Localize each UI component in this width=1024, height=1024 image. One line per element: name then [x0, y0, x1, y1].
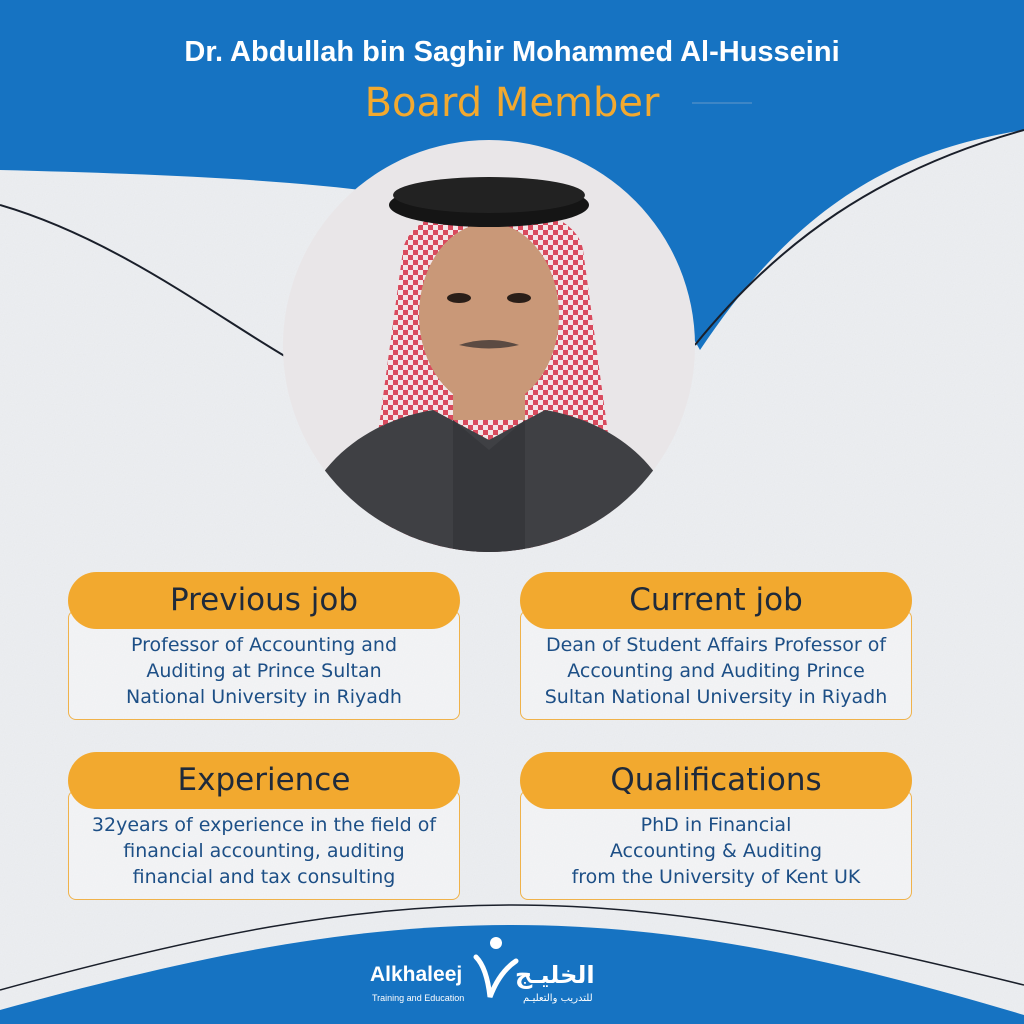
card-title: Previous job: [68, 572, 460, 629]
card-line: Auditing at Prince Sultan: [146, 660, 382, 682]
portrait-photo: [283, 140, 695, 552]
card-line: Accounting and Auditing Prince: [567, 660, 865, 682]
card-line: Dean of Student Affairs Professor of: [545, 634, 887, 656]
card-line: PhD in Financial: [640, 814, 792, 836]
person-name: Dr. Abdullah bin Saghir Mohammed Al-Husseini: [184, 36, 840, 68]
card-title: Current job: [520, 572, 912, 629]
card-body: [520, 632, 912, 710]
card-line: financial accounting, auditing: [123, 840, 405, 862]
person-role: Board Member: [364, 80, 660, 126]
logo-tagline-en: Training and Education: [372, 993, 465, 1003]
decorative-dash: [692, 102, 752, 104]
card-line: 32years of experience in the field of: [91, 814, 437, 836]
card-title: Qualifications: [520, 752, 912, 809]
card-line: from the University of Kent UK: [571, 866, 861, 888]
card-line: National University in Riyadh: [126, 686, 402, 708]
card-body: [68, 812, 460, 890]
card-body: [68, 632, 460, 710]
alkhaleej-logo: [360, 935, 620, 1015]
card-line: Professor of Accounting and: [130, 634, 398, 656]
card-title: Experience: [68, 752, 460, 809]
logo-figure-icon: [470, 935, 520, 1005]
card-line: Accounting & Auditing: [609, 840, 823, 862]
logo-tagline-ar: للتدريب والتعليـم: [523, 993, 593, 1004]
logo-name-en: Alkhaleej: [370, 963, 463, 986]
card-line: Sultan National University in Riyadh: [544, 686, 888, 708]
logo-name-ar: الخليـج: [515, 961, 595, 989]
card-body: [520, 812, 912, 890]
card-line: financial and tax consulting: [132, 866, 396, 888]
